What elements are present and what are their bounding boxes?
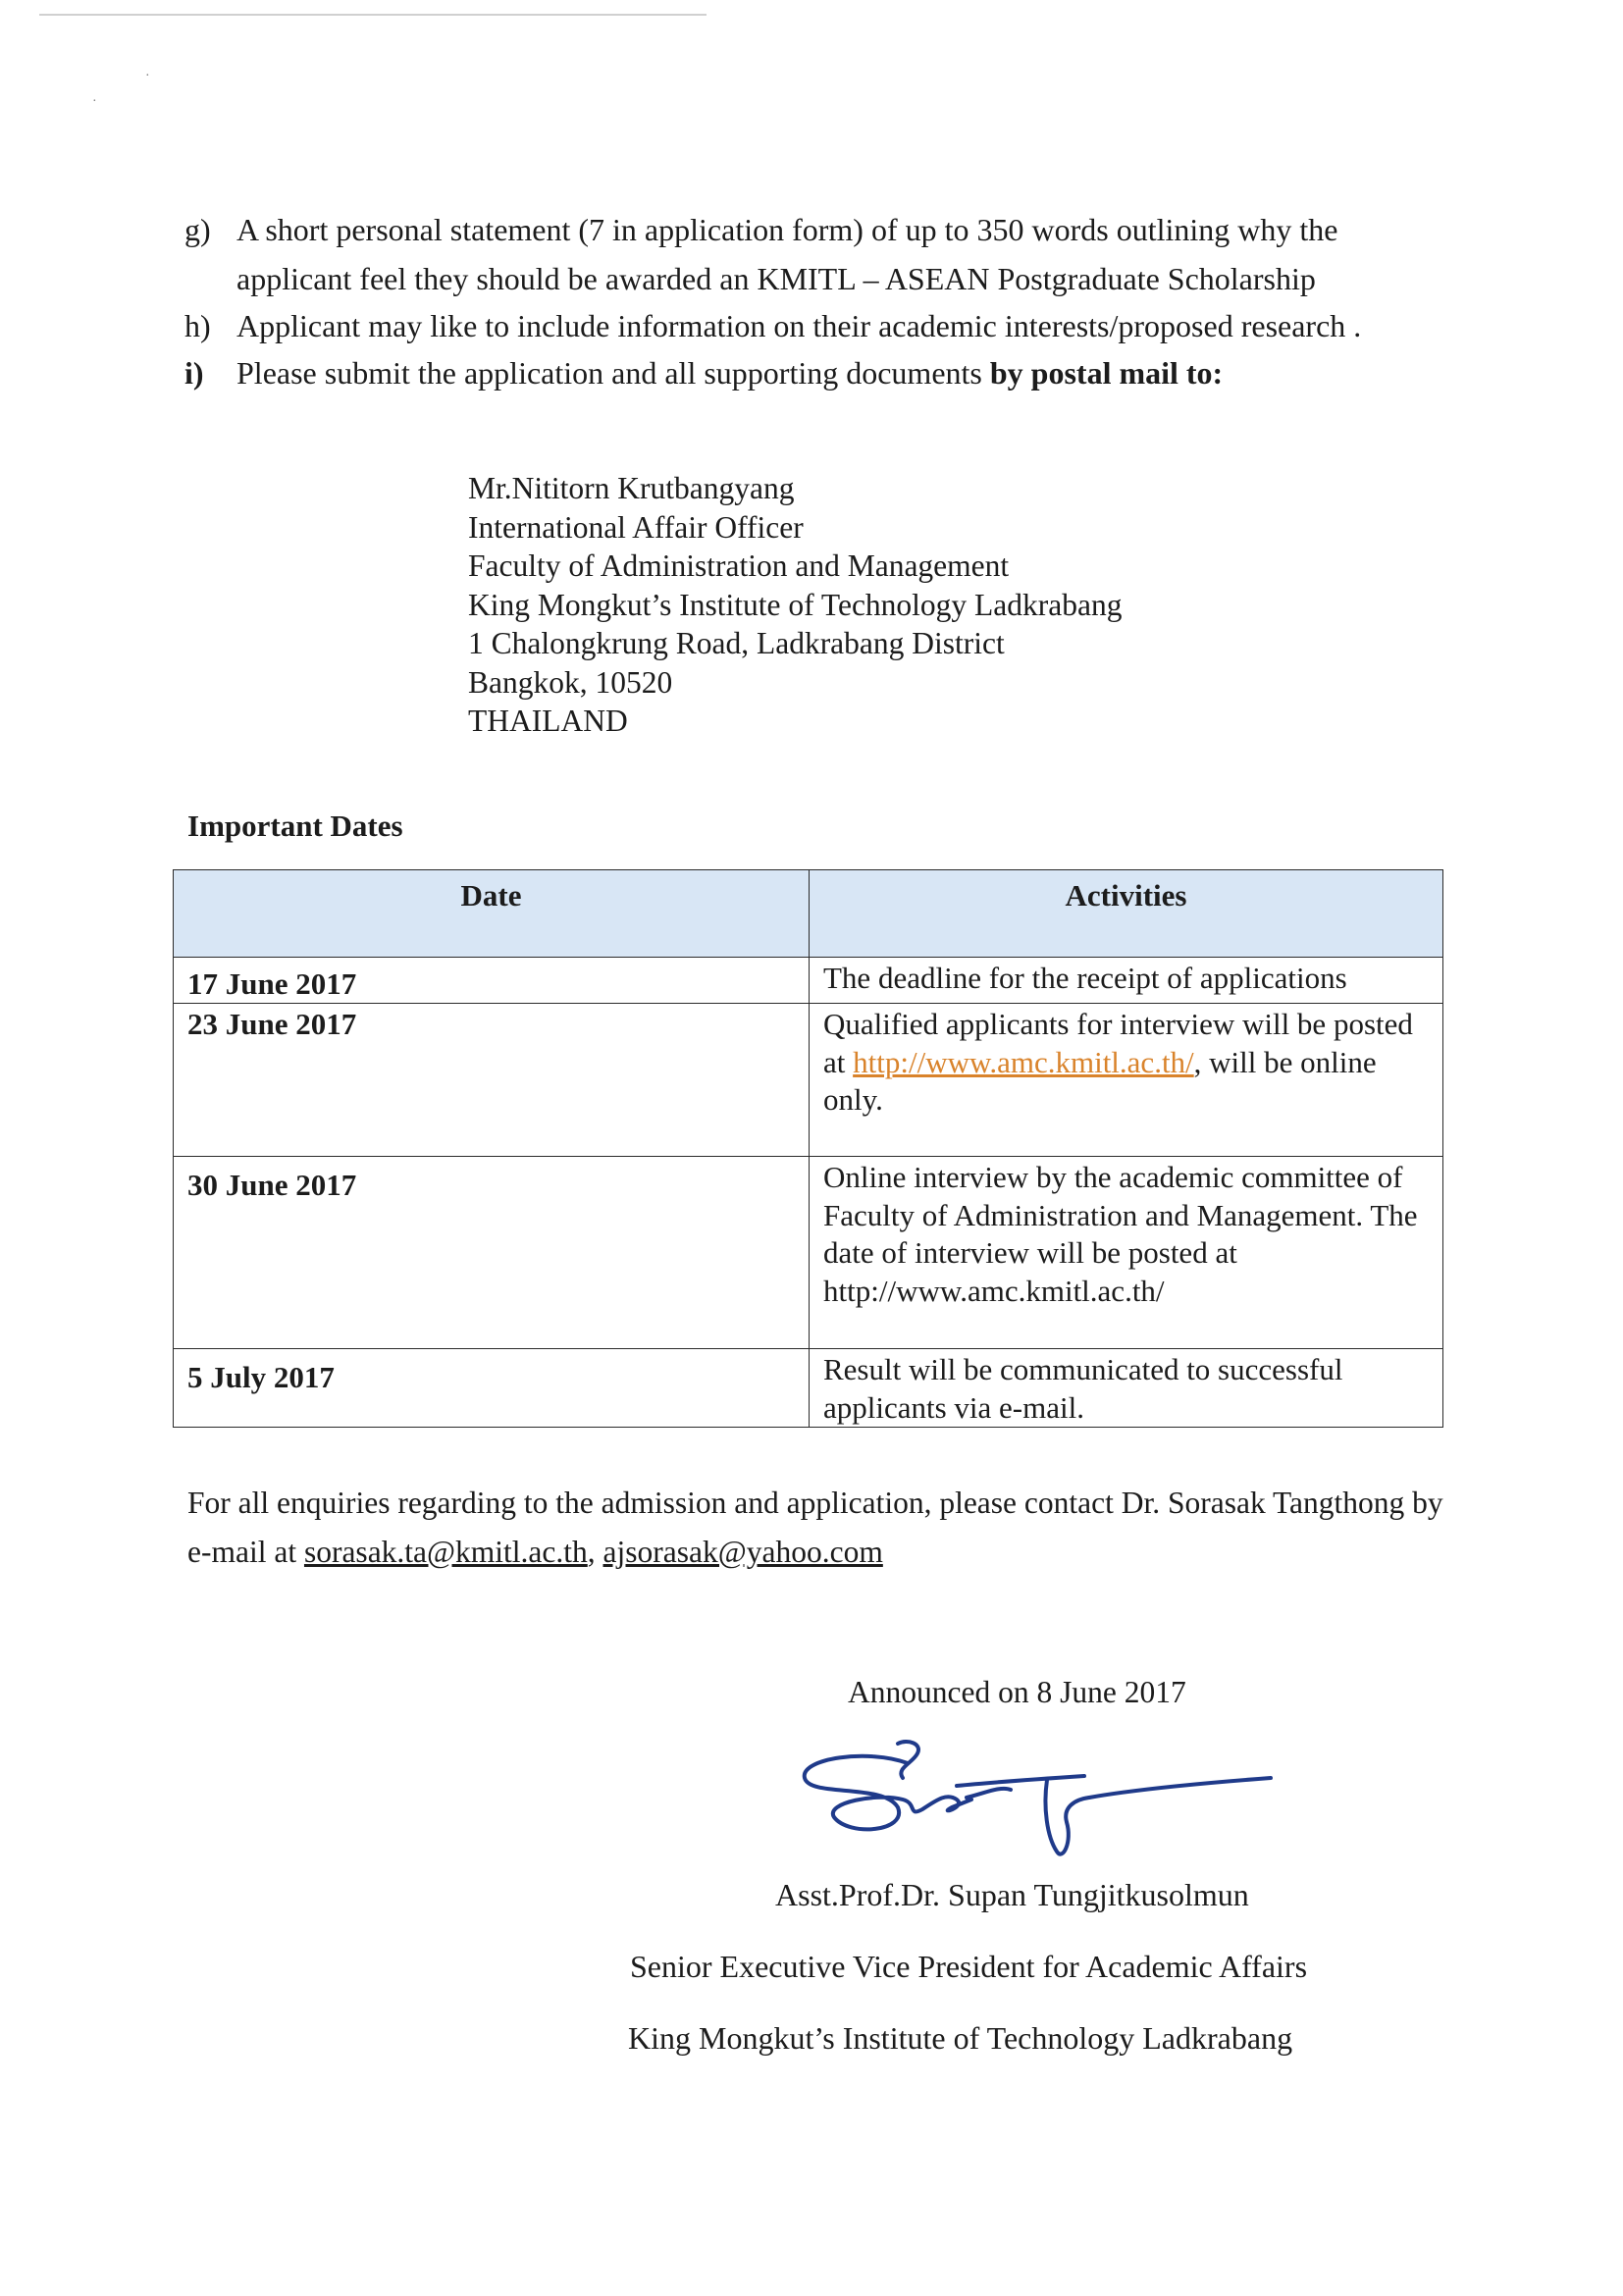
list-item-text-continued: applicant feel they should be awarded an KMITL – ASEAN Postgraduate Scholarship	[236, 261, 1316, 296]
list-item	[184, 357, 1460, 389]
enquiry-text: For all enquiries regarding to the admission and application, please contact Dr. Sorasak Tangthong by e-mail at	[187, 1486, 1443, 1569]
section-title: Important Dates	[187, 809, 403, 843]
signer-title: Senior Executive Vice President for Academic Affairs	[630, 1949, 1308, 1984]
list-item-text: Please submit the application and all supporting documents	[236, 355, 990, 391]
address-line: THAILAND	[468, 704, 628, 738]
address-line: Faculty of Administration and Management	[468, 548, 1010, 583]
list-item-text: A short personal statement (7 in application form) of up to 350 words outlining why the	[236, 212, 1338, 247]
handwritten-signature	[790, 1739, 1281, 1896]
date-cell: 5 July 2017	[174, 1349, 810, 1428]
date-cell: 17 June 2017	[174, 958, 810, 1004]
signer-name: Asst.Prof.Dr. Supan Tungjitkusolmun	[775, 1877, 1249, 1912]
enquiry-paragraph	[187, 1479, 1463, 1577]
list-marker: h)	[184, 308, 211, 343]
list-item-text: Applicant may like to include information on their academic interests/proposed research .	[236, 308, 1362, 343]
address-line: King Mongkut’s Institute of Technology Ladkrabang	[468, 587, 1123, 622]
activity-cell: Online interview by the academic committee of Faculty of Administration and Management. The date of interview will be posted at http://www.amc.kmitl.ac.th/	[810, 1157, 1443, 1349]
announcement-date: Announced on 8 June 2017	[848, 1675, 1186, 1709]
email-separator: ,	[587, 1535, 603, 1569]
table-row	[174, 1004, 1443, 1157]
address-line: 1 Chalongkrung Road, Ladkrabang District	[468, 626, 1005, 660]
date-cell: 23 June 2017	[174, 1004, 810, 1157]
scan-speck: ·	[92, 94, 97, 109]
signer-institution: King Mongkut’s Institute of Technology Ladkrabang	[628, 2020, 1293, 2056]
mailing-address	[468, 469, 1122, 741]
important-dates-table	[173, 869, 1443, 1428]
address-line: Bangkok, 10520	[468, 664, 673, 700]
website-link[interactable]: http://www.amc.kmitl.ac.th/	[853, 1044, 1194, 1079]
scan-speck: ·	[145, 69, 150, 83]
list-item-bold-text: by postal mail to:	[989, 355, 1224, 391]
requirements-list	[184, 214, 1460, 404]
address-line: International Affair Officer	[468, 509, 804, 545]
table-row	[174, 1349, 1443, 1428]
activity-cell: The deadline for the receipt of applications	[810, 958, 1443, 1004]
list-item	[184, 310, 1460, 341]
list-item	[184, 214, 1460, 294]
activity-cell: Result will be communicated to successful applicants via e-mail.	[810, 1349, 1443, 1428]
address-line: Mr.Nititorn Krutbangyang	[468, 471, 795, 505]
activity-cell	[810, 1004, 1443, 1157]
top-rule	[39, 14, 707, 16]
column-header-date: Date	[174, 870, 810, 958]
email-link[interactable]: ajsorasak@yahoo.com	[602, 1535, 883, 1569]
column-header-activities: Activities	[810, 870, 1443, 958]
table-row	[174, 1157, 1443, 1349]
activity-text: Qualified applicants for interview will be posted at	[823, 1007, 1413, 1079]
date-cell: 30 June 2017	[174, 1157, 810, 1349]
table-row	[174, 958, 1443, 1004]
list-marker: i)	[184, 355, 204, 391]
activity-text: , will be online only.	[823, 1044, 1377, 1117]
list-marker: g)	[184, 212, 211, 247]
email-link[interactable]: sorasak.ta@kmitl.ac.th	[303, 1535, 588, 1569]
table-header-row	[174, 870, 1443, 958]
